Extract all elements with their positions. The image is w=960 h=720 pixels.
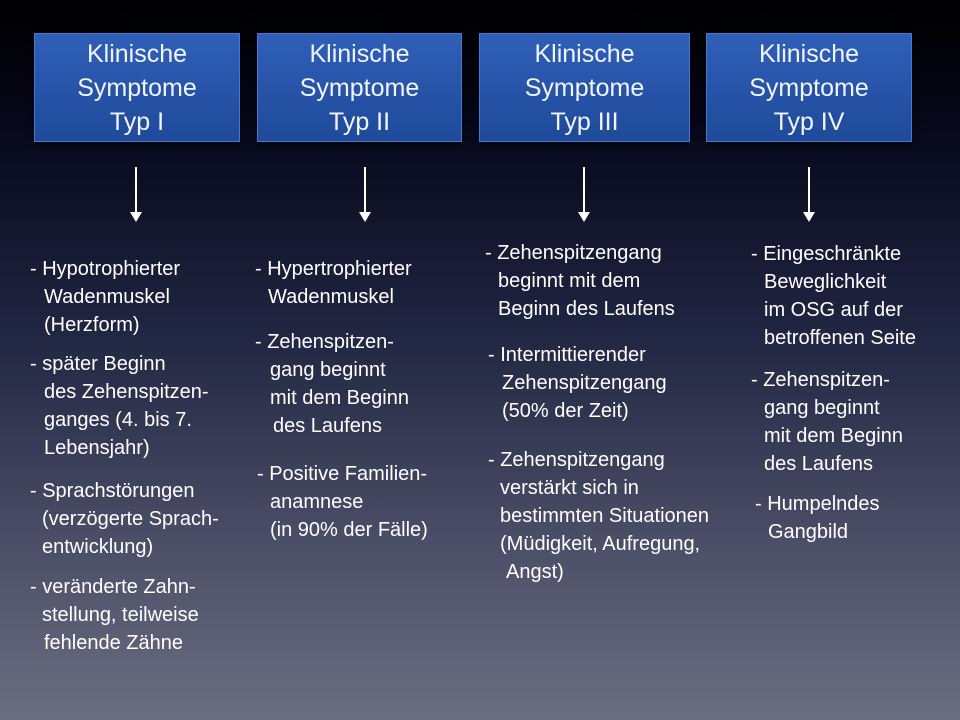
symptom-line: verstärkt sich in (500, 477, 639, 499)
symptom-line: des Laufens (764, 453, 873, 475)
arrow-down-icon (359, 167, 371, 223)
type-2-header (257, 33, 462, 142)
arrow-down-icon (130, 167, 142, 223)
symptom-line: - Positive Familien- (257, 463, 428, 485)
type-3-title-line: Symptome (524, 73, 645, 102)
symptom-line: - Humpelndes (755, 493, 880, 515)
symptom-line: (Herzform) (44, 314, 140, 336)
symptom-line: fehlende Zähne (44, 632, 184, 654)
symptom-line: Zehenspitzengang (502, 372, 667, 394)
symptom-line: beginnt mit dem (498, 270, 641, 292)
symptom-line: anamnese (270, 491, 364, 513)
type-1-title-line: Typ I (109, 107, 165, 136)
symptom-line: stellung, teilweise (42, 604, 199, 626)
symptom-line: betroffenen Seite (764, 327, 916, 349)
symptom-line: - Zehenspitzen- (751, 369, 890, 391)
type-2-title-line: Symptome (299, 73, 420, 102)
type-4-title-line: Symptome (749, 73, 869, 102)
symptom-line: Wadenmuskel (268, 286, 394, 308)
symptom-line: im OSG auf der (764, 299, 903, 321)
type-1-title-line: Symptome (77, 73, 197, 102)
symptom-line: (verzögerte Sprach- (42, 508, 219, 530)
symptom-line: ganges (4. bis 7. (44, 409, 192, 431)
symptom-line: - Intermittierender (488, 344, 646, 366)
symptom-line: Beginn des Laufens (498, 298, 675, 320)
type-4-title-line: Klinische (758, 39, 860, 68)
symptom-line: gang beginnt (270, 359, 386, 381)
symptom-line: - Hypertrophierter (255, 258, 412, 280)
symptom-line: - Hypotrophierter (30, 258, 181, 280)
symptom-line: gang beginnt (764, 397, 880, 419)
symptom-line: mit dem Beginn (270, 387, 409, 409)
symptom-line: des Zehenspitzen- (44, 381, 209, 403)
type-1-title-line: Klinische (86, 39, 188, 68)
symptom-line: (50% der Zeit) (502, 400, 629, 422)
type-1-header (34, 33, 240, 142)
symptom-line: - veränderte Zahn- (30, 576, 196, 598)
symptom-line: - Zehenspitzengang (485, 242, 662, 264)
symptom-line: (Müdigkeit, Aufregung, (500, 533, 701, 555)
symptom-line: mit dem Beginn (764, 425, 903, 447)
arrow-down-icon (803, 167, 815, 223)
symptom-line: entwicklung) (42, 536, 154, 558)
symptom-line: - Sprachstörungen (30, 480, 195, 502)
symptom-line: Gangbild (768, 521, 849, 543)
symptom-line: - Zehenspitzengang (488, 449, 665, 471)
symptom-line: bestimmten Situationen (500, 505, 710, 527)
arrow-down-icon (578, 167, 590, 223)
type-2-title-line: Typ II (328, 107, 391, 136)
symptom-line: - Eingeschränkte (751, 243, 902, 265)
symptom-line: Angst) (506, 561, 564, 583)
symptom-line: - später Beginn (30, 353, 166, 375)
type-3-title-line: Klinische (534, 39, 635, 68)
symptom-line: - Zehenspitzen- (255, 331, 394, 353)
type-4-header (706, 33, 912, 142)
type-2-title-line: Klinische (309, 39, 410, 68)
symptom-line: Beweglichkeit (764, 271, 887, 293)
symptom-line: des Laufens (273, 415, 382, 437)
type-4-title-line: Typ IV (773, 107, 845, 136)
type-3-header (479, 33, 690, 142)
symptom-line: (in 90% der Fälle) (270, 519, 428, 541)
symptom-line: Lebensjahr) (44, 437, 150, 459)
symptom-line: Wadenmuskel (44, 286, 170, 308)
type-3-title-line: Typ III (550, 107, 619, 136)
